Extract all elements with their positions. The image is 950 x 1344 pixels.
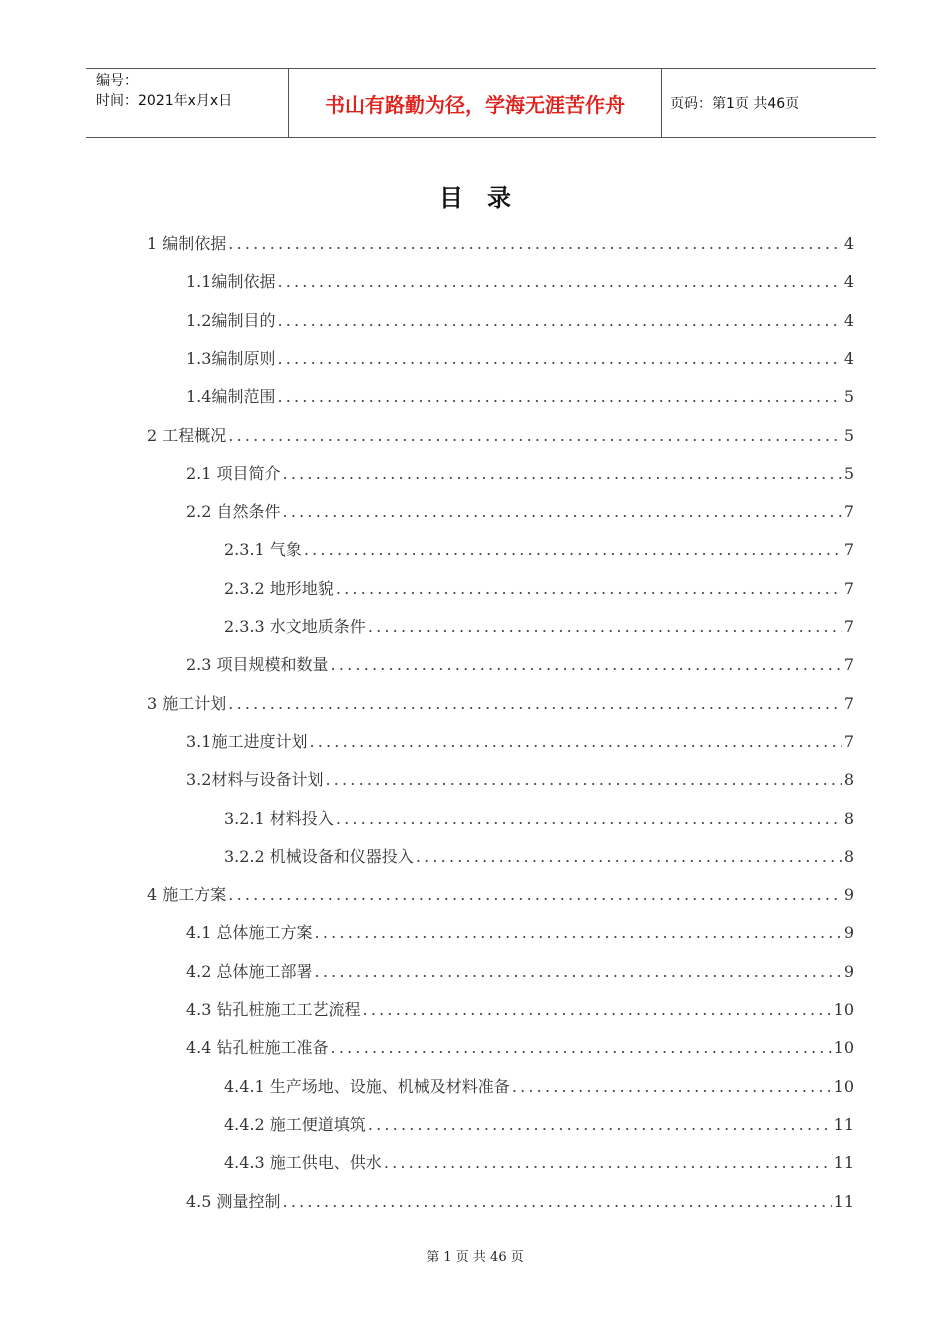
toc-leader-dots — [331, 655, 842, 675]
toc-entry[interactable] — [186, 385, 854, 407]
toc-entry-page: 4 — [843, 310, 854, 330]
toc-leader-dots — [315, 923, 842, 943]
toc-entry-label: 2.3.1 气象 — [224, 540, 302, 560]
toc-entry-label: 2.1 项目简介 — [186, 463, 281, 483]
toc-entry-label: 4.5 测量控制 — [186, 1191, 281, 1211]
toc-entry[interactable] — [186, 462, 854, 484]
toc-leader-dots — [363, 1000, 832, 1020]
toc-entry[interactable] — [186, 921, 854, 943]
toc-entry-label: 1 编制依据 — [147, 234, 227, 253]
toc-entry-page: 7 — [843, 731, 854, 751]
toc-entry-label: 4 施工方案 — [147, 885, 227, 905]
toc-entry-label: 1.1编制依据 — [186, 272, 276, 292]
toc-entry[interactable] — [147, 883, 854, 905]
toc-entry-page: 8 — [843, 808, 854, 828]
toc-leader-dots — [277, 272, 841, 292]
header-meta — [86, 69, 288, 137]
toc-entry[interactable] — [186, 270, 854, 292]
toc-entry-page: 8 — [843, 770, 854, 790]
toc-entry-page: 7 — [843, 693, 854, 713]
toc-leader-dots — [277, 387, 841, 407]
toc-entry-page: 7 — [843, 502, 854, 522]
toc-entry[interactable] — [224, 1151, 854, 1173]
toc-leader-dots — [368, 617, 842, 637]
toc-entry[interactable] — [224, 1113, 854, 1135]
toc-entry-page: 7 — [843, 540, 854, 560]
toc-entry-page: 11 — [833, 1191, 854, 1211]
toc-entry-page: 5 — [843, 387, 854, 407]
toc-entry-label: 1.2编制目的 — [186, 310, 276, 330]
toc-leader-dots — [331, 1038, 832, 1058]
toc-entry-label: 4.4.1 生产场地、设施、机械及材料准备 — [224, 1076, 510, 1096]
document-date: 时间：2021年x月x日 — [96, 93, 233, 109]
header-motto: 书山有路勤为径，学海无涯苦作舟 — [288, 69, 662, 137]
toc-entry-label: 3.2.2 机械设备和仪器投入 — [224, 846, 414, 866]
toc-entry-label: 2.2 自然条件 — [186, 502, 281, 522]
toc-entry-page: 10 — [833, 1076, 854, 1096]
toc-entry-label: 4.4 钻孔桩施工准备 — [186, 1038, 329, 1058]
toc-entry[interactable] — [186, 347, 854, 369]
toc-entry-label: 3.2材料与设备计划 — [186, 770, 324, 790]
toc-entry[interactable] — [186, 1190, 854, 1212]
toc-entry-label: 4.2 总体施工部署 — [186, 961, 313, 981]
toc-entry-page: 10 — [833, 1000, 854, 1019]
toc-entry-page: 9 — [843, 961, 854, 981]
page-title: 目录 — [439, 184, 535, 212]
toc-leader-dots — [512, 1077, 832, 1097]
header-page-info: 页码：第1页 共46页 — [670, 96, 800, 112]
toc-entry-page: 9 — [843, 923, 854, 943]
toc-leader-dots — [228, 426, 842, 446]
toc-entry[interactable] — [147, 232, 854, 254]
toc-entry-page: 5 — [843, 463, 854, 483]
toc-entry-page: 4 — [843, 234, 854, 253]
toc-leader-dots — [315, 962, 842, 982]
toc-entry-page: 5 — [843, 425, 854, 445]
toc-entry-page: 4 — [843, 348, 854, 368]
toc-entry[interactable] — [186, 309, 854, 331]
toc-leader-dots — [336, 809, 842, 829]
toc-entry-page: 11 — [833, 1114, 854, 1134]
toc-entry-label: 2.3 项目规模和数量 — [186, 655, 329, 675]
toc-entry-page: 7 — [843, 578, 854, 598]
toc-entry-page: 11 — [833, 1153, 854, 1173]
toc-leader-dots — [336, 579, 842, 599]
toc-leader-dots — [277, 349, 841, 369]
toc-entry[interactable] — [224, 538, 854, 560]
toc-entry-page: 9 — [843, 885, 854, 905]
toc-entry[interactable] — [224, 845, 854, 867]
toc-leader-dots — [228, 694, 842, 714]
toc-entry-label: 4.3 钻孔桩施工工艺流程 — [186, 1000, 361, 1019]
toc-entry[interactable] — [186, 998, 854, 1020]
toc-entry-label: 1.4编制范围 — [186, 387, 276, 407]
toc-entry-page: 7 — [843, 617, 854, 636]
toc-leader-dots — [228, 885, 842, 905]
toc-entry-label: 4.4.3 施工供电、供水 — [224, 1153, 382, 1173]
toc-entry[interactable] — [147, 424, 854, 446]
document-number-label: 编号： — [96, 73, 138, 89]
toc-entry[interactable] — [224, 577, 854, 599]
toc-leader-dots — [283, 502, 842, 522]
toc-leader-dots — [283, 1192, 832, 1212]
toc-entry-label: 4.1 总体施工方案 — [186, 923, 313, 943]
toc-entry-page: 8 — [843, 846, 854, 866]
page-footer: 第 1 页 共 46 页 — [426, 1250, 524, 1265]
toc-leader-dots — [304, 540, 842, 560]
toc-leader-dots — [309, 732, 841, 752]
toc-entry-page: 10 — [833, 1038, 854, 1058]
toc-leader-dots — [325, 770, 841, 790]
toc-entry-label: 2 工程概况 — [147, 425, 227, 445]
toc-entry-label: 3.2.1 材料投入 — [224, 808, 334, 828]
toc-leader-dots — [283, 464, 842, 484]
toc-entry[interactable] — [224, 1075, 854, 1097]
toc-entry-label: 3 施工计划 — [147, 693, 227, 713]
toc-entry-label: 4.4.2 施工便道填筑 — [224, 1114, 366, 1134]
toc-entry-label: 1.3编制原则 — [186, 348, 276, 368]
toc-leader-dots — [416, 847, 842, 867]
toc-entry-label: 2.3.3 水文地质条件 — [224, 617, 366, 636]
toc-entry-label: 3.1施工进度计划 — [186, 731, 308, 751]
page-header — [86, 68, 876, 138]
toc-entry[interactable] — [186, 653, 854, 675]
toc-entry[interactable] — [186, 730, 854, 752]
toc-entry[interactable] — [224, 807, 854, 829]
toc-entry[interactable] — [186, 1036, 854, 1058]
toc-leader-dots — [277, 311, 841, 331]
toc-entry-label: 2.3.2 地形地貌 — [224, 578, 334, 598]
toc-leader-dots — [368, 1115, 832, 1135]
toc-entry-page: 4 — [843, 272, 854, 292]
toc-entry-page: 7 — [843, 655, 854, 675]
toc-leader-dots — [228, 234, 842, 254]
toc-entry[interactable] — [186, 960, 854, 982]
toc-entry[interactable] — [186, 768, 854, 790]
toc-entry[interactable] — [224, 615, 854, 637]
toc-entry[interactable] — [186, 500, 854, 522]
toc-entry[interactable] — [147, 692, 854, 714]
toc-leader-dots — [384, 1153, 832, 1173]
